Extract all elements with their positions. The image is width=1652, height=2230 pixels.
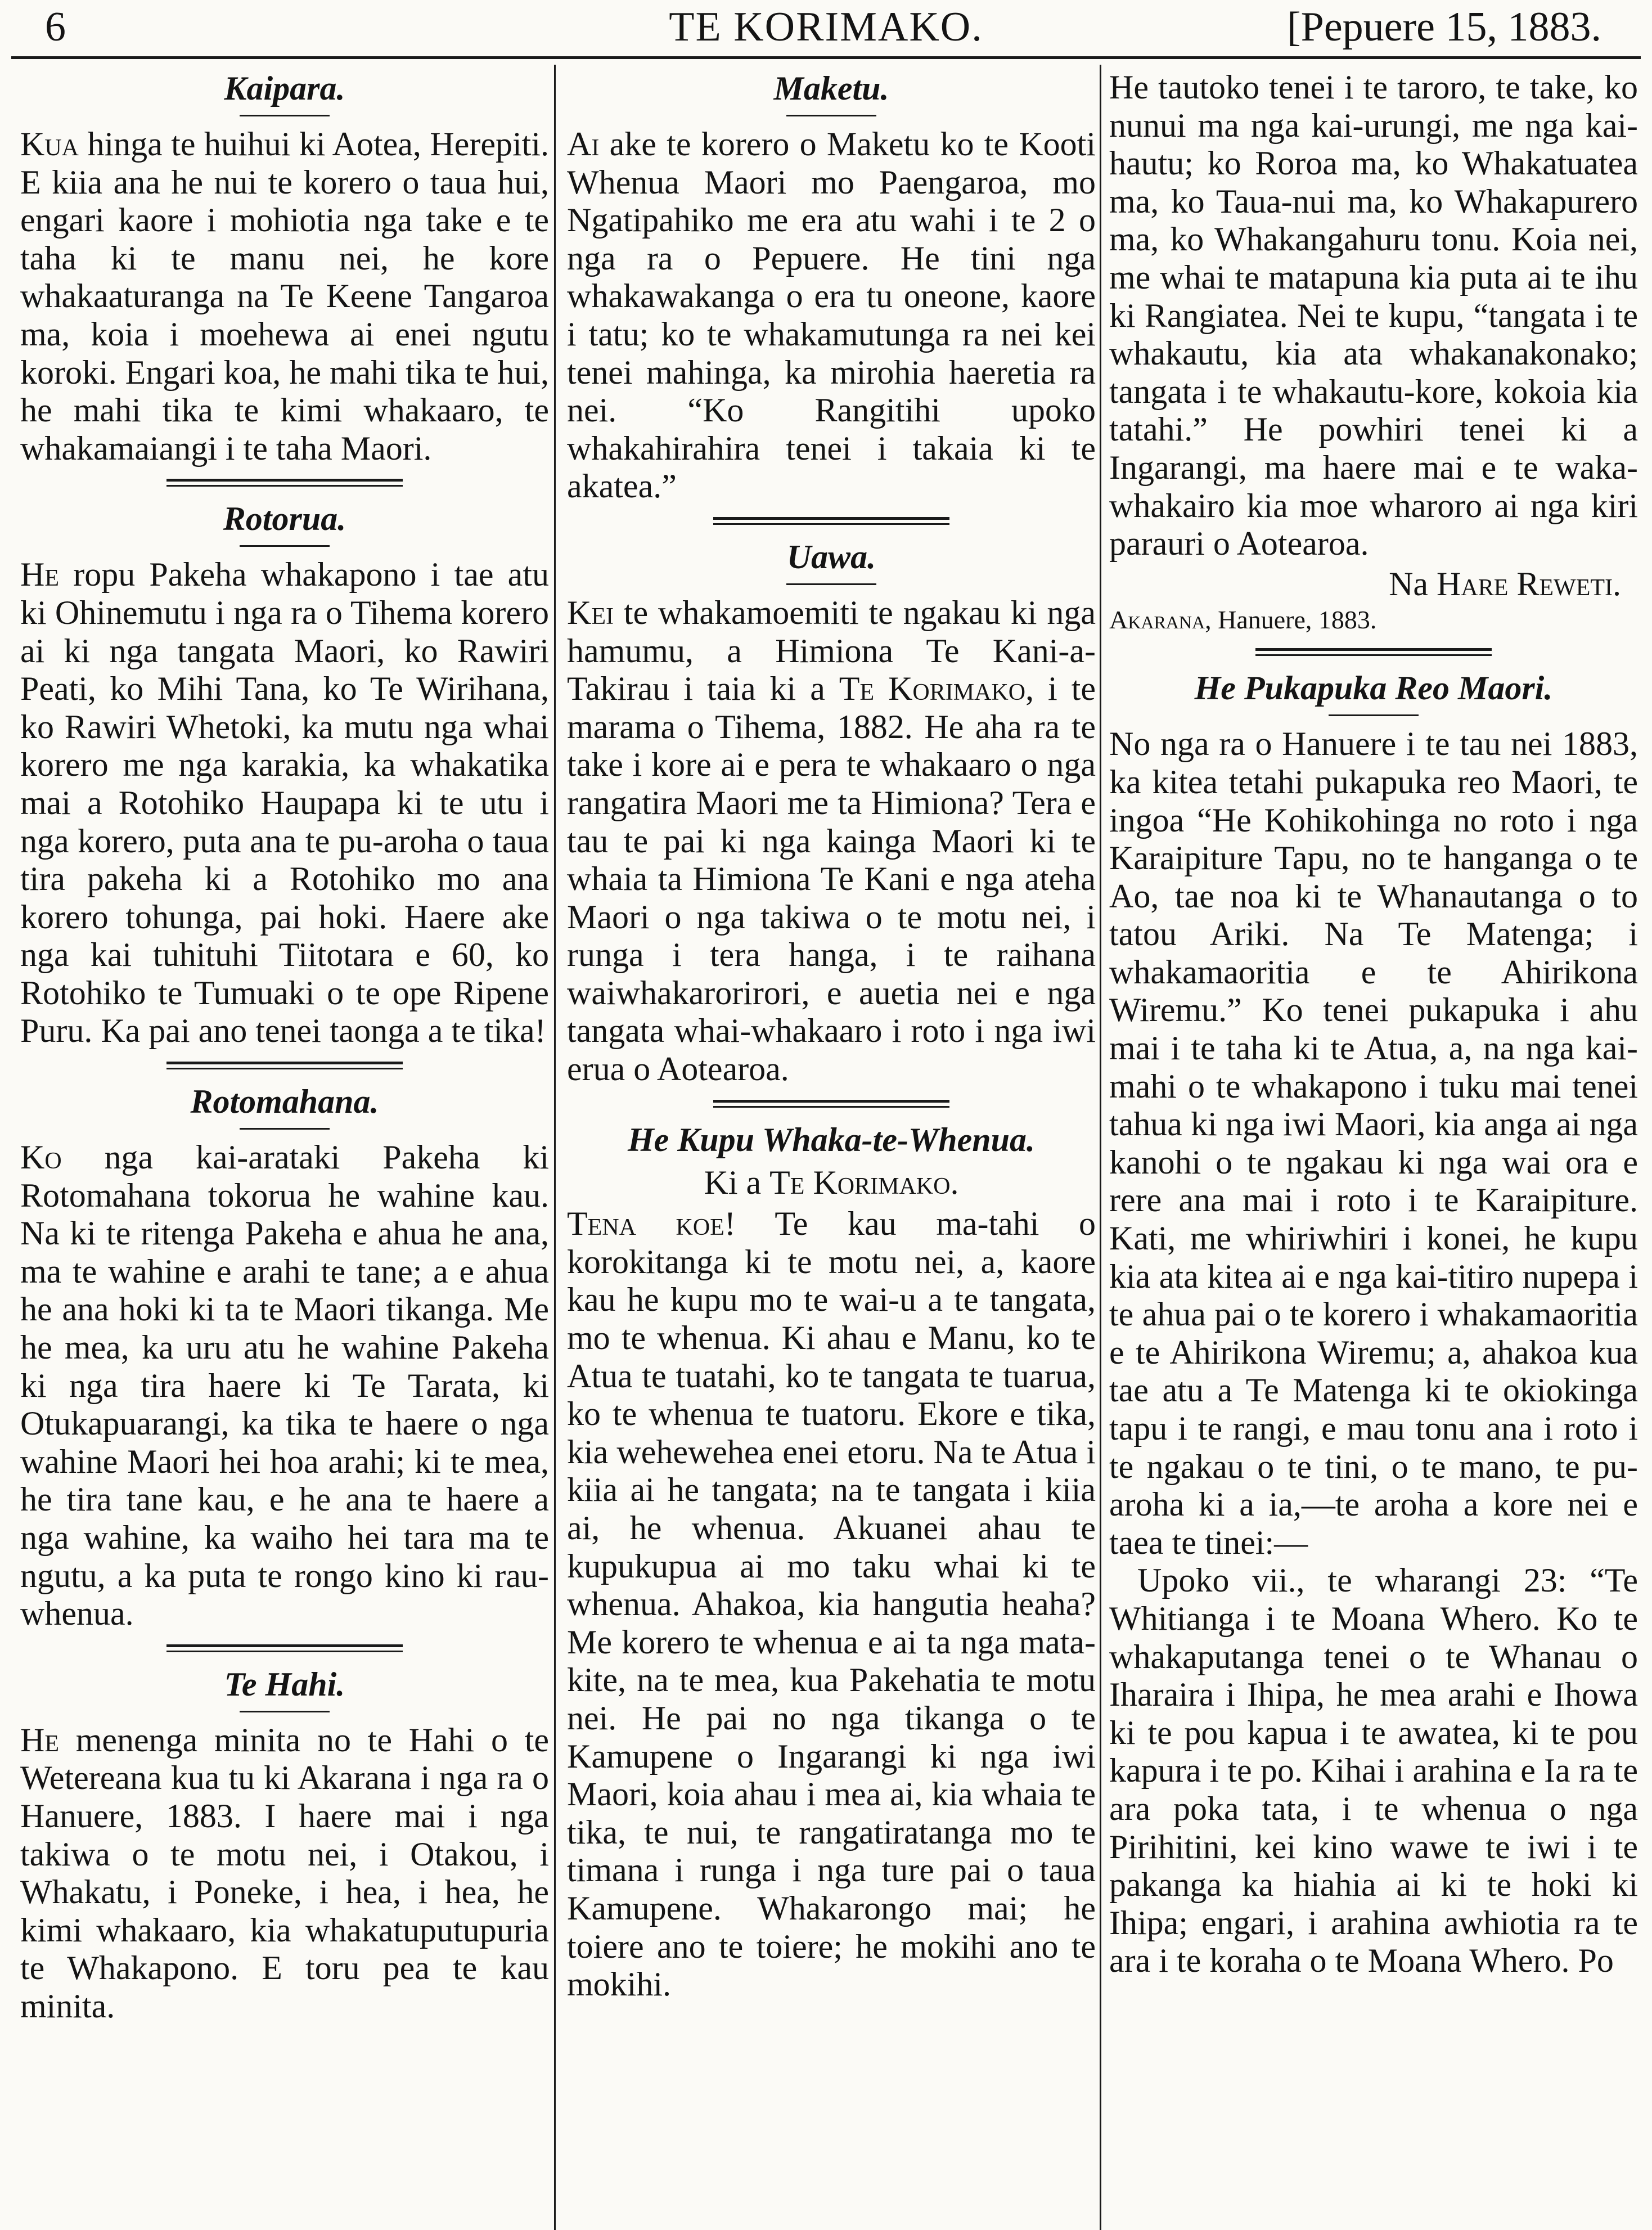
letter-dateline (1109, 603, 1638, 637)
section-heading: Te Hahi. (224, 1665, 345, 1703)
salutation-stop: . (950, 1163, 959, 1201)
article-text: Te kau ma-tahi o korokitanga ki te motu nei, a, kaore kau he kupu mo te wai-u a te tangata, mo te whenua. Ki ahau e Manu, ko te Atua te tuatahi, ko te tangata te tuarua, ko te whenua te tuatoru. Ekore e tika, kia wehewehea enei etoru. Na te Atua i kiia ai he tangata; na te tangata i kiia ai, he whenua. Akuanei ahau te kupukupua ai mo taku whai ki te whenua. Ahakoa, kia hangutia heaha? Me korero te whenua e ai ta nga mata-kite, na te mea, kua Pakehatia te motu nei. He pai no nga tikanga o te Kamupene o Ingarangi ki nga iwi Maori, koia ahau i mea ai, kia whaia te tika, te nui, te rangatiratanga mo te timana i runga i nga ture pai o taua Kamupene. Whakarongo mai; he toiere ano te toiere; he mokihi ano te mokihi. (567, 1205, 1096, 2003)
masthead (0, 0, 1652, 56)
lead-word: He (20, 556, 59, 594)
dateline-date: , Hanuere, 1883. (1205, 605, 1377, 635)
dateline-place: Akarana (1109, 605, 1205, 635)
lead-word: He (20, 1721, 59, 1759)
article-text: te whakamoemiti te ngakau ki nga hamumu, a Himiona Te Kani-a-Takirau i taia ki a (567, 594, 1096, 708)
column-divider (1100, 65, 1101, 2230)
newspaper-reference: Te Korimako (839, 670, 1026, 708)
newspaper-title: TE KORIMAKO. (669, 4, 983, 50)
section-heading: Maketu. (773, 70, 889, 107)
article-text: hinga te huihui ki Aotea, Herepiti. E kiia ana he nui te korero o taua hui, engari kaore i mohiotia nga take e te taha ki te manu nei, he kore whakaaturanga na Te Keene Tangaroa ma, koia i moehewa ai enei ngutu koroki. Engari koa, he mahi tika te hui, he mahi tika te kimi whakaaro, te whakamaiangi i te taha Maori. (20, 125, 549, 467)
article-paragraph (567, 594, 1096, 1089)
article-paragraph: Upoko vii., te wharangi 23: “Te Whitianga i te Moana Whero. Ko te whakaputanga tenei o te Whanau o Iharaira i Ihipa, he mea arahi e Ihowa ki te pou kapua i te awatea, ki te pou kapura i te po. Kihai i arahina e Ia ra te ara poka tata, i te whenua o nga Pirihitini, kei kino wawe te iwi i te pakanga ka hiahia ai ki te hoki ki Ihipa; engari, i arahina awhiotia ra te ara i te koraha o te Moana Whero. Po (1109, 1562, 1638, 1980)
signature-prefix: Na (1389, 565, 1437, 603)
heading-rule (786, 583, 876, 585)
column-divider (554, 65, 556, 2230)
masthead-rule (11, 56, 1641, 59)
section-separator (166, 1062, 403, 1069)
section-heading: Rotorua. (223, 500, 346, 538)
lead-word: Tena koe! (567, 1205, 736, 1243)
column-1 (20, 69, 549, 2223)
article-paragraph (20, 556, 549, 1050)
letter-salutation (567, 1164, 1096, 1202)
article-paragraph (567, 1205, 1096, 2003)
column-2 (567, 69, 1096, 2223)
section-separator (713, 1100, 949, 1108)
article-paragraph (20, 125, 549, 467)
salutation-text: Ki a (704, 1163, 770, 1201)
article-text: nga kai-arataki Pakeha ki Rotomahana tokorua he wahine kau. Na ki te ritenga Pakeha e ahua he ana, ma te wahine e arahi te tane; a e ahua he ana hoki ki ta te Maori tikanga. Me he mea, ka uru atu he wahine Pakeha ki nga tira haere ki Te Tarata, ki Otukapuarangi, ka tika te haere o nga wahine Maori hei hoa arahi; ki te mea, he tira tane kau, e he ana te haere a nga wahine, ka waiho hei tara ma te ngutu, a ka puta te rongo kino ki rau-whenua. (20, 1139, 549, 1633)
salutation-addressee: Te Korimako (769, 1163, 951, 1201)
letter-signature (1109, 565, 1638, 604)
heading-rule (240, 545, 330, 547)
lead-word: Ko (20, 1139, 62, 1176)
signature-stop: . (1613, 565, 1621, 603)
article-paragraph (20, 1139, 549, 1633)
lead-word: Kei (567, 594, 614, 631)
article-paragraph (20, 1721, 549, 2026)
heading-rule (240, 1128, 330, 1130)
column-3 (1109, 69, 1638, 2223)
section-separator (166, 479, 403, 487)
article-text: menenga minita no te Hahi o te Wetereana kua tu ki Akarana i nga ra o Hanuere, 1883. I haere mai i nga takiwa o te motu nei, i Otakou, i Whakatu, i Poneke, i hea, i hea, he kimi whakaaro, kia whakatuputupuria te Whakapono. E toru pea te kau minita. (20, 1721, 549, 2025)
article-text: ake te korero o Maketu ko te Kooti Whenua Maori mo Paengaroa, mo Ngatipahiko me era atu wahi i te 2 o nga ra o Pepuere. He tini nga whakawakanga o era tu oneone, kaore i tatu; ko te whakamutunga ra nei kei tenei mahinga, ka mirohia haeretia ra nei. “Ko Rangitihi upoko whakahirahira tenei i takaia ki te akatea.” (567, 125, 1096, 505)
article-text: , i te marama o Tihema, 1882. He aha ra te take i kore ai e pera te whakaaro o nga rangatira Maori me ta Himiona? Tera e tau te pai ki nga kainga Maori ki te whaia ta Himiona Te Kani e nga ateha Maori o nga takiwa o te motu nei, i runga i tera hanga, i te raihana waiwhakarorirori, e auetia nei e nga tangata whai-whakaaro i roto i nga iwi erua o Aotearoa. (567, 670, 1096, 1088)
section-separator (713, 517, 949, 525)
section-heading: He Pukapuka Reo Maori. (1194, 669, 1553, 707)
section-separator (1255, 648, 1492, 656)
signature-name: Hare Reweti (1437, 565, 1613, 603)
heading-rule (240, 115, 330, 116)
issue-date: [Pepuere 15, 1883. (1287, 4, 1601, 50)
article-paragraph (567, 125, 1096, 506)
lead-word: Ai (567, 125, 600, 163)
section-separator (166, 1644, 403, 1652)
page-number: 6 (45, 4, 66, 50)
heading-rule (240, 1711, 330, 1712)
article-paragraph: No nga ra o Hanuere i te tau nei 1883, ka kitea tetahi pukapuka reo Maori, te ingoa “He Kohikohinga no roto i nga Karaipiture Tapu, no te hanganga o te Ao, tae noa ki te Whanautanga o to tatou Ariki. Na Te Matenga; i whakamaoritia e te Ahirikona Wiremu.” Ko tenei pukapuka i ahu mai i te taha ki te Atua, a, na nga kai-mahi o te whakapono i tuku mai tenei tahua ki nga iwi Maori, kia anga ai nga kanohi o te ngakau ki nga wai ora e rere ana mai i roto i te Karaipiture. Kati, me whiriwhiri i konei, he kupu kia ata kitea ai e nga kai-titiro nupepa i te ahua pai o te korero i whakamaoritia e te Ahirikona Wiremu; a, ahakoa kua tae atu a Te Matenga ki te okiokinga tapu i te rangi, e mau tonu ana i roto i te ngakau o te tini, o te mano, te pu-aroha ki a ia,—te aroha a kore nei e taea te tinei:— (1109, 725, 1638, 1561)
article-text: ropu Pakeha whakapono i tae atu ki Ohinemutu i nga ra o Tihema korero ai ki nga tangata Maori, ko Rawiri Peati, ko Mihi Tana, ko Te Wirihana, ko Rawiri Whetoki, ka mutu nga whai korero me nga karakia, ka whakatika mai a Rotohiko Haupapa ki te utu i nga korero, puta ana te pu-aroha o taua tira pakeha ki a Rotohiko mo ana korero tohunga, pai hoki. Haere ake nga kai tuhituhi Tiitotara e 60, ko Rotohiko te Tumuaki o te ope Ripene Puru. Ka pai ano tenei taonga a te tika! (20, 556, 549, 1050)
section-heading: Kaipara. (224, 70, 345, 107)
lead-word: Kua (20, 125, 79, 163)
article-paragraph: He tautoko tenei i te tarоro, te take, ko nunui ma nga kai-urungi, me nga kai-hautu; ko Roroa ma, ko Whakatuatea ma, ko Taua-nui ma, ko Whakapurero ma, ko Whakangahuru tonu. Koia nei, me whai te matapuna kia puta ai te ihu ki Rangiatea. Nei te kupu, “tangata i te whakautu, kia ata whakanakonako; tangata i te whakautu-kore, kokoia kia tatahi.” He powhiri tenei ki a Ingarangi, ma haere mai e te waka-whakairo kia moe wharoro ai nga kiri parauri o Aotearoa. (1109, 69, 1638, 563)
heading-rule (1329, 714, 1419, 716)
section-heading: Rotomahana. (190, 1083, 379, 1121)
section-heading: Uawa. (786, 538, 876, 576)
heading-rule (786, 115, 876, 116)
section-heading: He Kupu Whaka-te-Whenua. (627, 1121, 1036, 1158)
